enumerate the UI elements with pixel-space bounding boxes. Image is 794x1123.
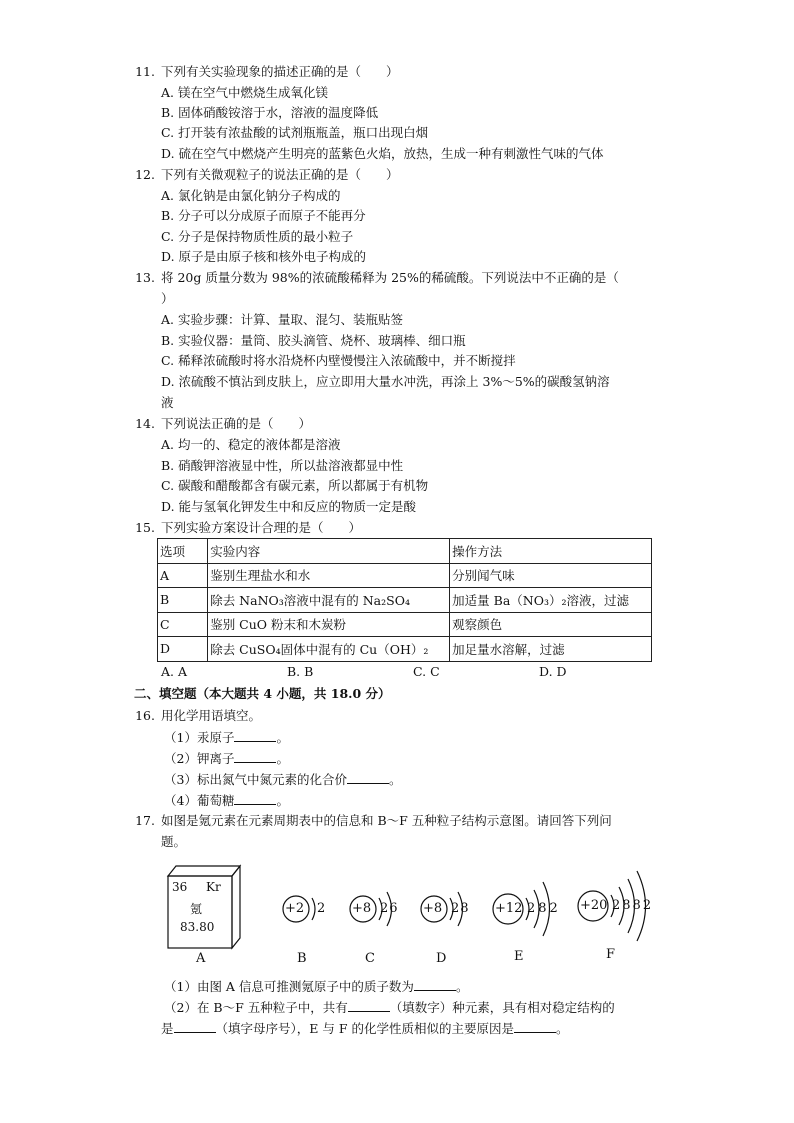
question-number: 11. <box>135 64 155 79</box>
question-stem: 将 20g 质量分数为 98%的浓硫酸稀释为 25%的稀硫酸。下列说法中不正确的是（ <box>161 270 619 285</box>
atomic-mass: 83.80 <box>180 920 215 934</box>
table-header-cell: 操作方法 <box>450 539 652 564</box>
answer-blank[interactable] <box>174 1020 216 1033</box>
fill-item-end: 。 <box>455 979 469 994</box>
electron-shells: 2 <box>317 901 326 916</box>
fill-item <box>164 750 289 767</box>
option: B. 分子可以分成原子而原子不能再分 <box>161 208 366 223</box>
fill-item-end: 。 <box>276 751 289 766</box>
electron-shells: 28 <box>451 901 470 916</box>
table-row <box>158 588 652 613</box>
question-number: 17. <box>135 813 155 828</box>
answer-choice: B. B <box>287 664 314 679</box>
fill-item-end: 。 <box>276 730 289 745</box>
figure-label-C: C <box>365 951 375 966</box>
option-continued: 液 <box>161 395 174 410</box>
nucleus-charge: +20 <box>580 898 608 913</box>
option: C. 分子是保持物质性质的最小粒子 <box>161 229 354 244</box>
answer-blank[interactable] <box>347 771 389 784</box>
answer-blank[interactable] <box>514 1020 556 1033</box>
table-cell: A <box>158 563 208 588</box>
element-symbol: Kr <box>206 880 221 894</box>
table-cell: 除去 CuSO₄固体中混有的 Cu（OH）₂ <box>208 637 450 662</box>
answer-blank[interactable] <box>348 999 390 1012</box>
section-heading: 二、填空题（本大题共 4 小题，共 18.0 分） <box>134 686 391 701</box>
element-card <box>168 866 240 948</box>
fill-item-end: 。 <box>556 1021 569 1036</box>
option: B. 硝酸钾溶液显中性，所以盐溶液都显中性 <box>161 458 404 473</box>
question-number: 16. <box>135 708 155 723</box>
option: A. 均一的、稳定的液体都是溶液 <box>161 437 341 452</box>
question-stem-continued: 题。 <box>161 834 187 849</box>
table-row <box>158 612 652 637</box>
fill-item <box>164 729 289 746</box>
option: D. 能与氢氧化钾发生中和反应的物质一定是酸 <box>161 499 417 514</box>
fill-item-end: 。 <box>388 772 402 787</box>
fill-item <box>164 978 468 995</box>
fill-item-label: 是 <box>161 1021 174 1036</box>
fill-item-label: （2）在 B～F 五种粒子中，共有 <box>164 1000 348 1015</box>
fill-item-label: （4）葡萄糖 <box>164 793 235 808</box>
question-number: 12. <box>135 167 155 182</box>
nucleus-charge: +12 <box>495 901 523 916</box>
figure-label-F: F <box>606 947 616 962</box>
table-cell: 除去 NaNO₃溶液中混有的 Na₂SO₄ <box>208 588 450 613</box>
answer-choice: A. A <box>161 664 188 679</box>
question-stem: 下列有关实验现象的描述正确的是（ ） <box>161 64 399 79</box>
fill-item <box>164 999 615 1016</box>
table-cell: B <box>158 588 208 613</box>
table-cell: 加足量水溶解，过滤 <box>450 637 652 662</box>
nucleus-charge: +2 <box>285 901 305 916</box>
table-cell: C <box>158 612 208 637</box>
question-number: 14. <box>135 416 155 431</box>
answer-choice: C. C <box>413 664 440 679</box>
question-stem: 如图是氪元素在元素周期表中的信息和 B～F 五种粒子结构示意图。请回答下列问 <box>161 813 612 828</box>
atomic-number: 36 <box>172 880 188 894</box>
table-cell: D <box>158 637 208 662</box>
option: D. 原子是由原子核和核外电子构成的 <box>161 249 367 264</box>
option: C. 打开装有浓盐酸的试剂瓶瓶盖，瓶口出现白烟 <box>161 125 429 140</box>
option: D. 硫在空气中燃烧产生明亮的蓝紫色火焰，放热，生成一种有刺激性气味的气体 <box>161 146 604 161</box>
option: C. 碳酸和醋酸都含有碳元素，所以都属于有机物 <box>161 478 429 493</box>
figure-label-A: A <box>196 951 206 966</box>
answer-blank[interactable] <box>234 792 276 805</box>
table-cell: 分别闻气味 <box>450 563 652 588</box>
table-header-row <box>158 539 652 564</box>
question-number: 15. <box>135 520 155 535</box>
option: A. 实验步骤：计算、量取、混匀、装瓶贴签 <box>161 312 403 327</box>
nucleus-charge: +8 <box>423 901 443 916</box>
table-row <box>158 563 652 588</box>
fill-item-label: （1）汞原子 <box>164 730 235 745</box>
table-header-cell: 实验内容 <box>208 539 450 564</box>
fill-item-label: （2）钾离子 <box>164 751 235 766</box>
table-cell: 观察颜色 <box>450 612 652 637</box>
answer-choice: D. D <box>539 664 567 679</box>
fill-item-continued <box>161 1020 569 1037</box>
answer-blank[interactable] <box>414 978 456 991</box>
question-stem-continued: ） <box>161 291 174 306</box>
nucleus-charge: +8 <box>352 901 372 916</box>
fill-item-label: （1）由图 A 信息可推测氪原子中的质子数为 <box>164 979 414 994</box>
option: A. 镁在空气中燃烧生成氧化镁 <box>161 85 328 100</box>
figure-label-D: D <box>436 951 447 966</box>
question-stem: 下列实验方案设计合理的是（ ） <box>161 520 362 535</box>
question-number: 13. <box>135 270 155 285</box>
table-cell: 鉴别 CuO 粉末和木炭粉 <box>208 612 450 637</box>
question-stem: 用化学用语填空。 <box>161 708 262 723</box>
fill-item <box>164 792 289 809</box>
electron-shells: 282 <box>527 901 561 916</box>
fill-item <box>164 771 401 788</box>
answer-blank[interactable] <box>234 729 276 742</box>
figure-label-B: B <box>297 951 307 966</box>
fill-item-text: （填字母序号），E 与 F 的化学性质相似的主要原因是 <box>215 1021 514 1036</box>
electron-shells: 26 <box>380 901 399 916</box>
option: A. 氯化钠是由氯化钠分子构成的 <box>161 188 341 203</box>
option: C. 稀释浓硫酸时将水沿烧杯内壁慢慢注入浓硫酸中，并不断搅拌 <box>161 353 516 368</box>
figure-label-E: E <box>514 949 524 964</box>
table-row <box>158 637 652 662</box>
shell-arc <box>312 898 315 920</box>
question-stem: 下列有关微观粒子的说法正确的是（ ） <box>161 167 399 182</box>
option: B. 实验仪器：量筒、胶头滴管、烧杯、玻璃棒、细口瓶 <box>161 333 466 348</box>
fill-item-end: 。 <box>276 793 289 808</box>
table-cell: 鉴别生理盐水和水 <box>208 563 450 588</box>
atom-structure-figure <box>160 856 660 966</box>
electron-shells: 2882 <box>612 898 654 913</box>
option: D. 浓硫酸不慎沾到皮肤上，应立即用大量水冲洗，再涂上 3%～5%的碳酸氢钠溶 <box>161 374 610 389</box>
experiment-table <box>157 538 652 662</box>
table-cell: 加适量 Ba（NO₃）₂溶液，过滤 <box>450 588 652 613</box>
table-header-cell: 选项 <box>158 539 208 564</box>
element-name: 氪 <box>190 902 203 916</box>
option: B. 固体硝酸铵溶于水，溶液的温度降低 <box>161 105 379 120</box>
fill-item-label: （3）标出氮气中氮元素的化合价 <box>164 772 347 787</box>
answer-blank[interactable] <box>234 750 276 763</box>
question-stem: 下列说法正确的是（ ） <box>161 416 312 431</box>
fill-item-text: （填数字）种元素，具有相对稳定结构的 <box>389 1000 615 1015</box>
